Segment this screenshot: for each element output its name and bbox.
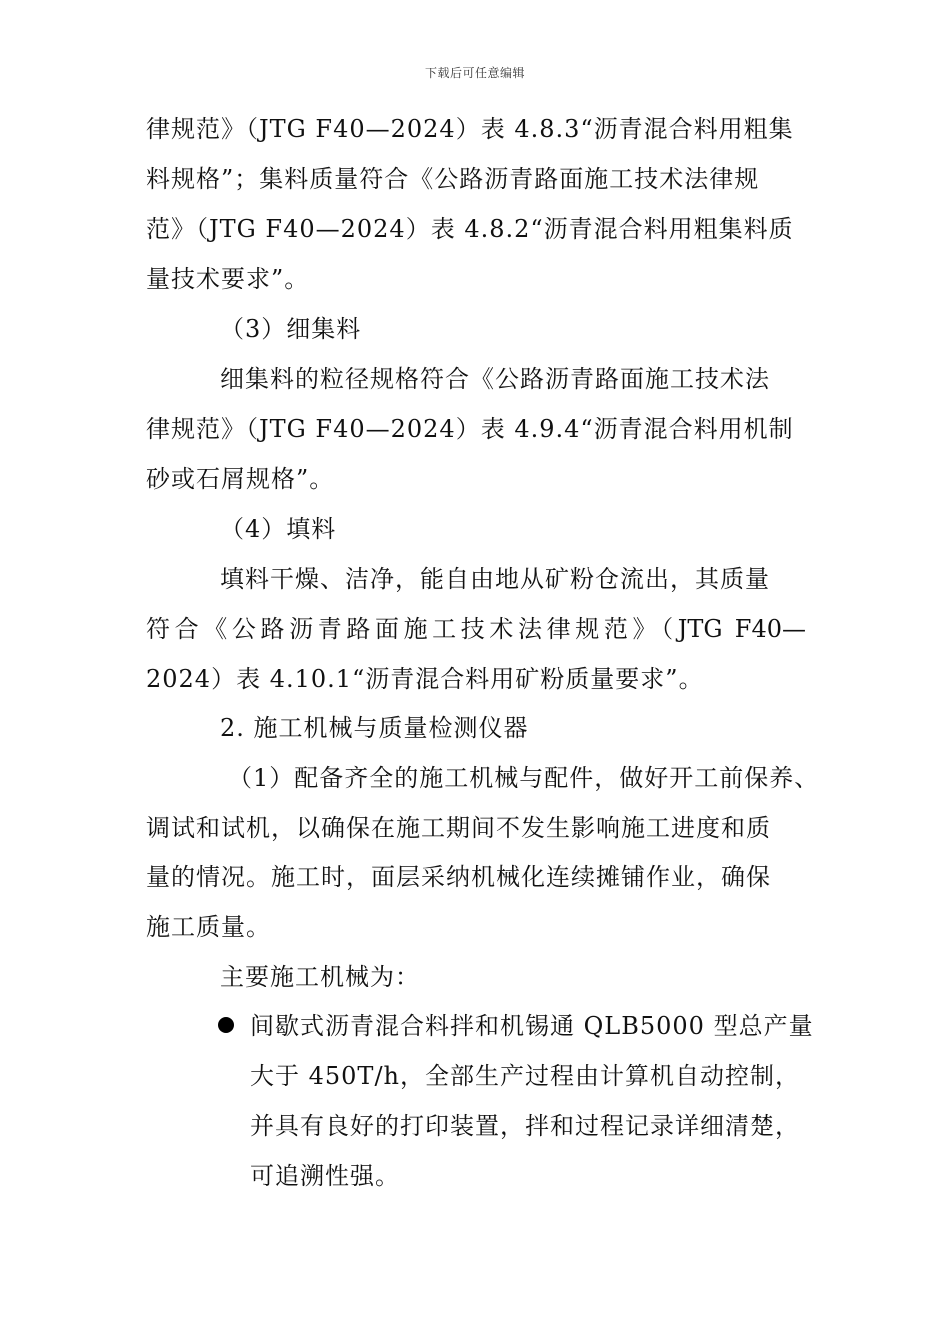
body-line: 符合《公路沥青路面施工技术法律规范》（JTG F40—: [146, 615, 806, 643]
section-heading: （3）细集料: [220, 315, 362, 343]
body-line: 律规范》（JTG F40—2024）表 4.8.3“沥青混合料用粗集: [146, 115, 794, 143]
section-heading: 2. 施工机械与质量检测仪器: [220, 714, 529, 742]
body-line: 量技术要求”。: [146, 265, 310, 293]
body-line: 砂或石屑规格”。: [146, 465, 335, 493]
section-heading: （4）填料: [220, 515, 337, 543]
list-item-line: 可追溯性强。: [250, 1162, 400, 1190]
body-line: 施工质量。: [146, 913, 271, 941]
bullet-icon: [218, 1017, 234, 1033]
body-line: 主要施工机械为：: [220, 963, 420, 991]
body-line: 律规范》（JTG F40—2024）表 4.9.4“沥青混合料用机制: [146, 415, 794, 443]
body-line: 量的情况。施工时，面层采纳机械化连续摊铺作业，确保: [146, 863, 771, 891]
body-line: 调试和试机，以确保在施工期间不发生影响施工进度和质: [146, 814, 771, 842]
body-line: 细集料的粒径规格符合《公路沥青路面施工技术法: [220, 365, 770, 393]
list-item-line: 间歇式沥青混合料拌和机锡通 QLB5000 型总产量: [250, 1012, 814, 1040]
list-item-line: 并具有良好的打印装置，拌和过程记录详细清楚，: [250, 1112, 800, 1140]
list-item-line: 大于 450T/h，全部生产过程由计算机自动控制，: [250, 1062, 800, 1090]
body-line: （1）配备齐全的施工机械与配件，做好开工前保养、: [228, 764, 820, 792]
body-line: 填料干燥、洁净，能自由地从矿粉仓流出，其质量: [220, 565, 770, 593]
body-line: 范》（JTG F40—2024）表 4.8.2“沥青混合料用粗集料质: [146, 215, 794, 243]
body-line: 2024）表 4.10.1“沥青混合料用矿粉质量要求”。: [146, 665, 704, 693]
body-line: 料规格”；集料质量符合《公路沥青路面施工技术法律规: [146, 165, 760, 193]
page-header: 下载后可任意编辑: [424, 66, 525, 80]
